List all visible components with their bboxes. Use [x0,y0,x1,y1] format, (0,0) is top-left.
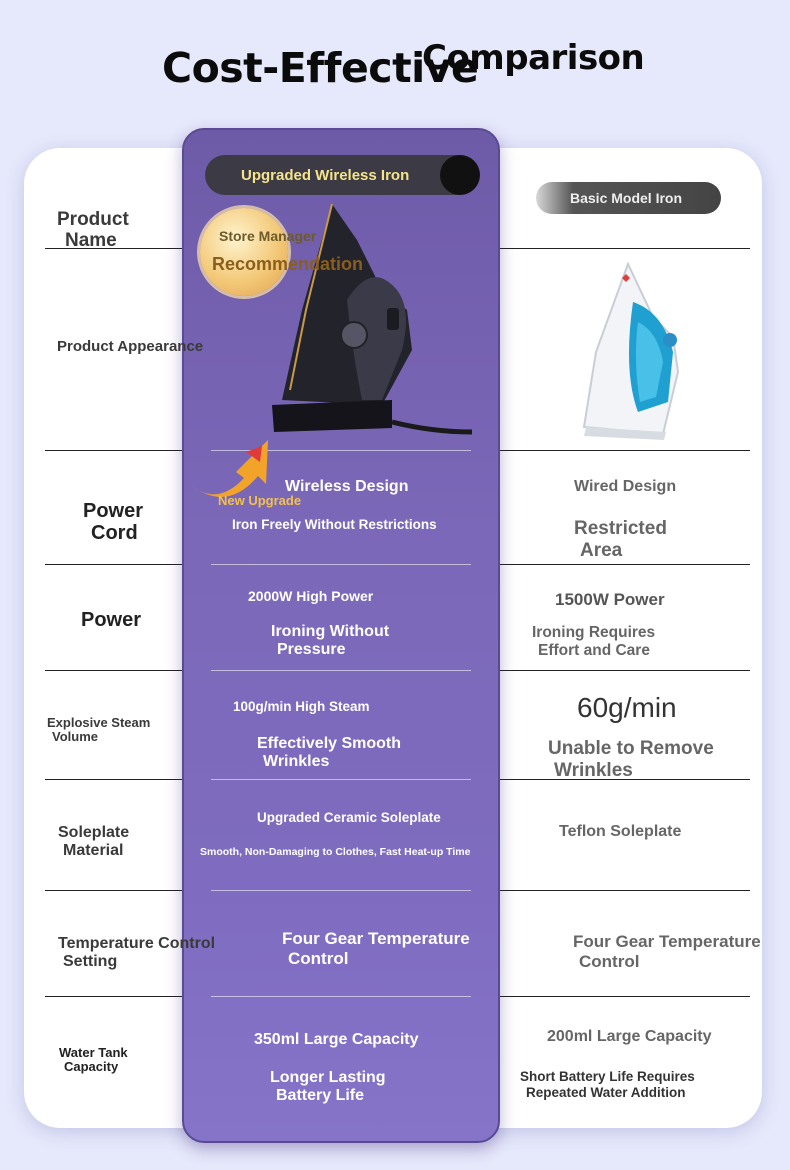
new-upgrade-label: New Upgrade [218,493,302,508]
label-soleplate: Soleplate Material [58,824,130,859]
blue-basic-iron-image [578,262,693,440]
label-product-name: Product Name [57,209,129,251]
basic-steam-title: 60g/min [577,692,677,723]
up-water-desc: Longer Lasting Battery Life [270,1069,386,1105]
up-power-title: 2000W High Power [248,588,374,604]
label-water-tank: Water Tank Capacity [59,1045,128,1075]
title-comparison: Comparison [422,38,645,78]
purple-divider [211,564,471,565]
up-power-cord-title: Wireless Design [285,478,409,495]
label-power-cord: Power Cord [83,500,144,544]
label-temperature: Temperature Control Setting [58,935,216,970]
up-temperature: Four Gear Temperature Control [282,929,470,968]
label-steam: Explosive Steam Volume [47,715,151,745]
purple-divider [211,670,471,671]
purple-divider [211,890,471,891]
basic-power-title: 1500W Power [555,590,665,609]
pill-dot [440,155,480,195]
up-soleplate-desc: Smooth, Non-Damaging to Clothes, Fast Heat-up Time [200,846,471,858]
basic-power-cord-desc: Restricted Area [574,518,667,561]
basic-steam-desc: Unable to Remove Wrinkles [548,738,714,781]
up-power-cord-desc: Iron Freely Without Restrictions [232,517,437,532]
basic-header-text: Basic Model Iron [570,190,683,206]
recommendation-badge [200,208,288,296]
label-power: Power [81,609,142,631]
upgraded-header-pill [205,155,477,195]
purple-divider [211,779,471,780]
basic-water-title: 200ml Large Capacity [547,1028,712,1045]
title-cost-effective: Cost-Effective [162,44,479,92]
label-product-appearance: Product Appearance [57,338,204,355]
up-steam-desc: Effectively Smooth Wrinkles [257,735,402,771]
upgraded-header-text: Upgraded Wireless Iron [241,166,410,184]
basic-water-desc: Short Battery Life Requires Repeated Water Addition [520,1069,695,1100]
up-steam-title: 100g/min High Steam [233,699,370,714]
basic-power-cord-title: Wired Design [574,478,677,495]
up-power-desc: Ironing Without Pressure [271,623,390,659]
basic-power-desc: Ironing Requires Effort and Care [532,624,656,659]
basic-temperature: Four Gear Temperature Control [573,932,761,971]
purple-divider [211,996,471,997]
basic-soleplate-title: Teflon Soleplate [559,823,682,840]
up-water-title: 350ml Large Capacity [254,1031,419,1048]
up-soleplate-title: Upgraded Ceramic Soleplate [257,810,441,825]
basic-header-pill [536,182,721,214]
badge-line-2: Recommendation [212,254,364,274]
badge-line-1: Store Manager [219,228,317,244]
